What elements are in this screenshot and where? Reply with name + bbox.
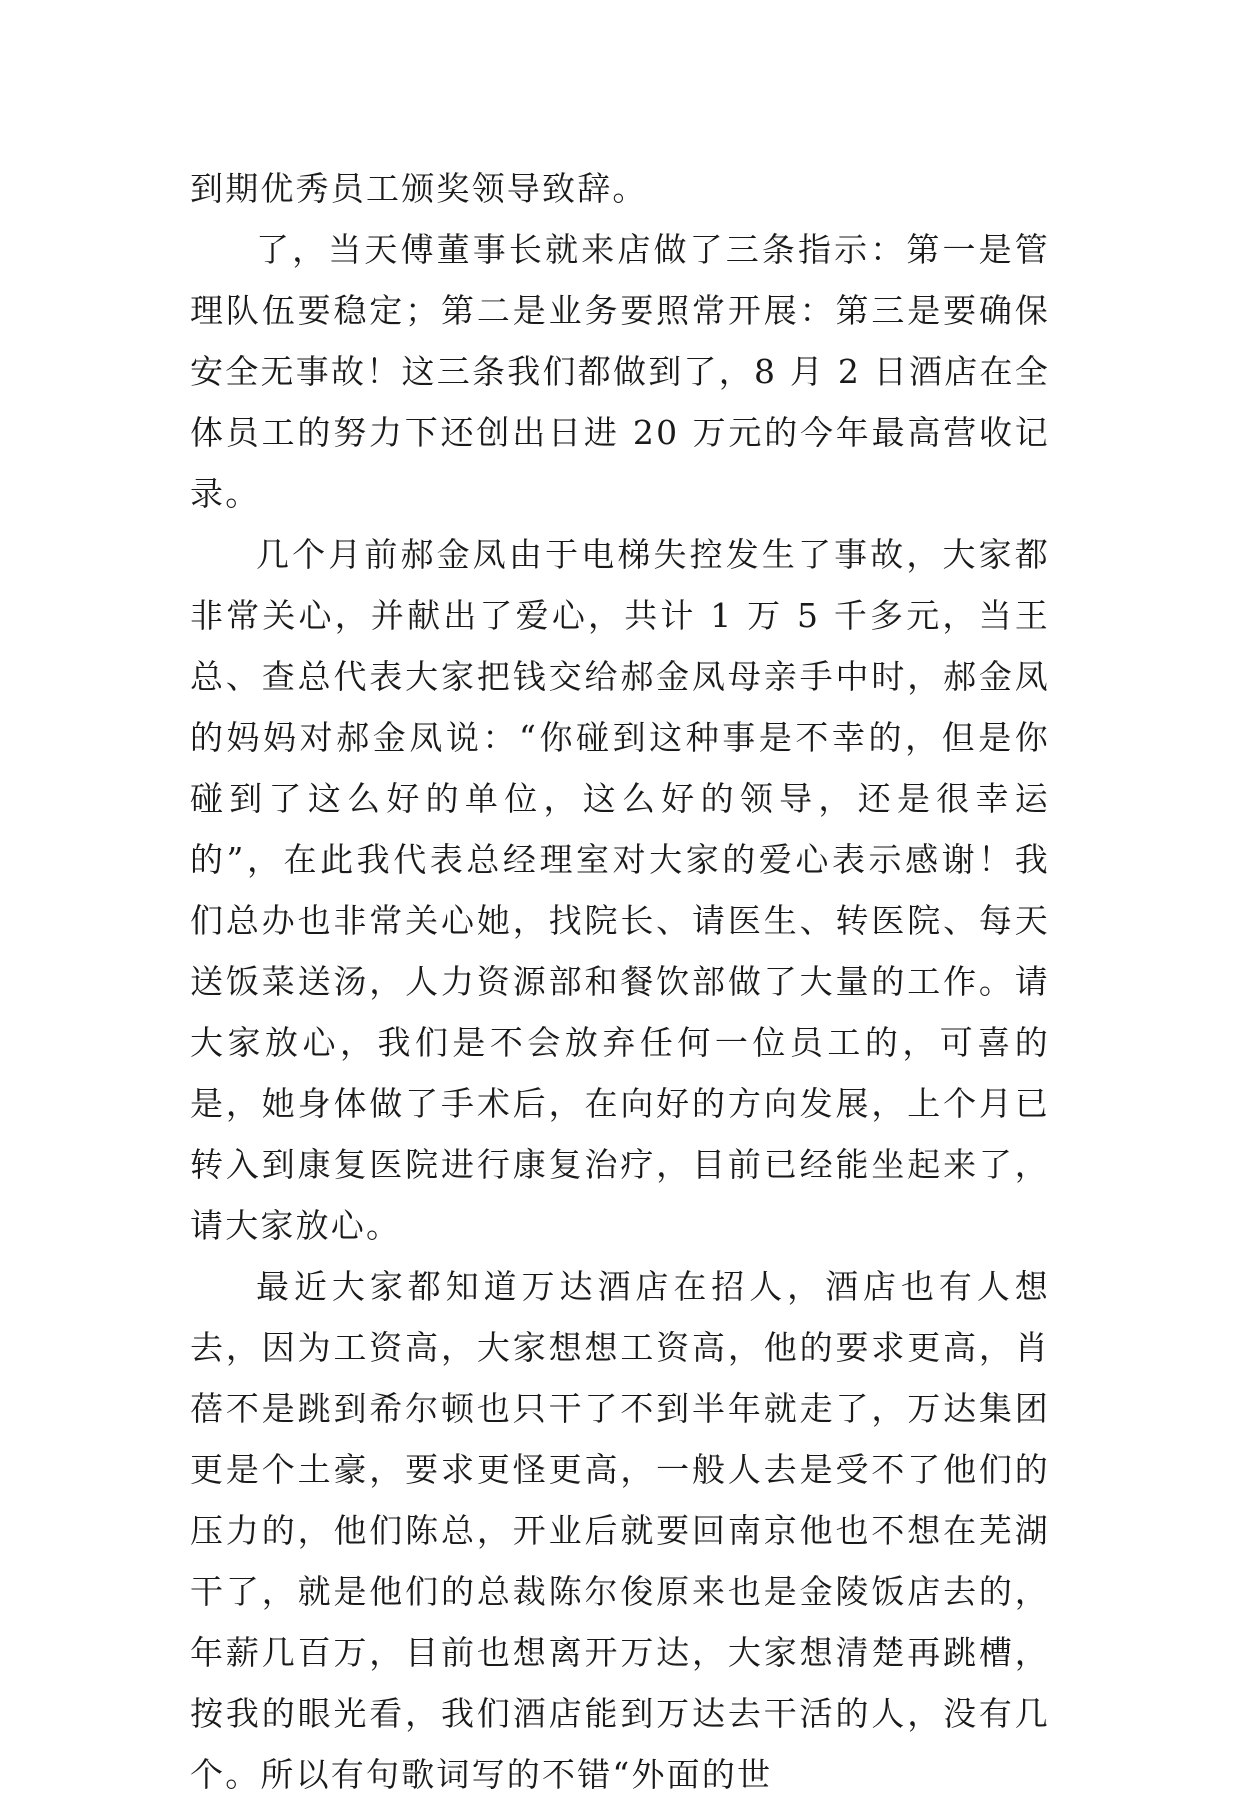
paragraph: 最近大家都知道万达酒店在招人，酒店也有人想去，因为工资高，大家想想工资高，他的要求更高，肖蓓不是跳到希尔顿也只干了不到半年就走了，万达集团更是个土豪，要求更怪更高，一般人去是受不了他们的压力的，他们陈总，开业后就要回南京他也不想在芜湖干了，就是他们的总裁陈尔俊原来也是金陵饭店去的，年薪几百万，目前也想离开万达，大家想清楚再跳槽，按我的眼光看，我们酒店能到万达去干活的人，没有几个。所以有句歌词写的不错“外面的世	[190, 1267, 1050, 1794]
paragraph: 到期优秀员工颁奖领导致辞。	[190, 169, 648, 208]
document-body	[190, 158, 1050, 1805]
paragraph: 了，当天傅董事长就来店做了三条指示：第一是管理队伍要稳定；第二是业务要照常开展：第三是要确保安全无事故！这三条我们都做到了，8 月 2 日酒店在全体员工的努力下还创出日进 20 万元的今年最高营收记录。	[190, 230, 1050, 513]
paragraph: 几个月前郝金凤由于电梯失控发生了事故，大家都非常关心，并献出了爱心，共计 1 万 5 千多元，当王总、查总代表大家把钱交给郝金凤母亲手中时，郝金凤的妈妈对郝金凤说：“你碰到这种事是不幸的，但是你碰到了这么好的单位，这么好的领导，还是很幸运的”，在此我代表总经理室对大家的爱心表示感谢！我们总办也非常关心她，找院长、请医生、转医院、每天送饭菜送汤，人力资源部和餐饮部做了大量的工作。请大家放心，我们是不会放弃任何一位员工的，可喜的是，她身体做了手术后，在向好的方向发展，上个月已转入到康复医院进行康复治疗，目前已经能坐起来了，请大家放心。	[190, 535, 1050, 1245]
